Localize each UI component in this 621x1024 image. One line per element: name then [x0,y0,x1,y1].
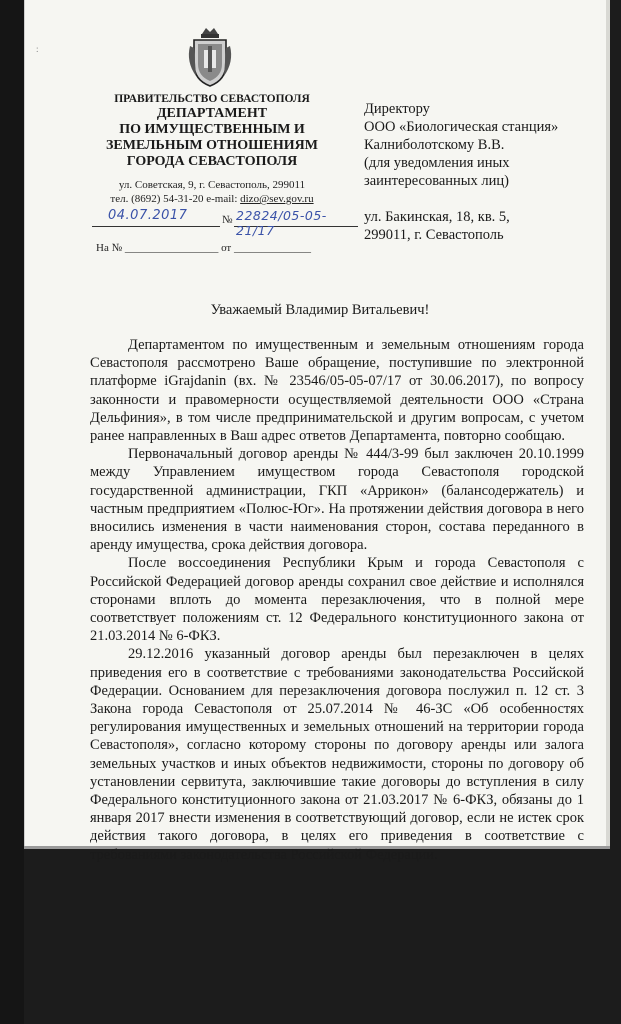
registration-number: 22824/05-05-21/17 [236,208,327,238]
reference-number-label: На № [96,242,123,254]
contacts [96,192,328,206]
department-name-line-4: ГОРОДА СЕВАСТОПОЛЯ [126,154,298,169]
recipient-line: Директору [364,101,430,117]
recipient-line: (для уведомления иных [364,155,510,171]
recipient-line: Калниболотскому В.В. [364,137,505,153]
paper-edge [606,0,610,848]
reference-line [96,242,311,254]
body-paragraph: Департаментом по имущественным и земельным отношениям города Севастополя рассмотрено Ваше обращение, поступившие по электронной платформе iGrajdanin (вх. № 23546/05-05-07/17 от 30.06.2017), по вопросу законности и правомерности осуществляемой деятельности ООО «Страна Дельфиния», в том числе предпринимательской и другим вопросам, с учетом ранее направленных в Ваш адрес ответов Департамента, повторно сообщаю. [90,337,584,445]
body-paragraph: Первоначальный договор аренды № 444/3-99 был заключен 20.10.1999 между Управлением имуществом города Севастополя городской государственной администрации, ГКП «Аррикон» (балансодержатель) и частным предприятием «Полюс-Юг». На протяжении действия договора в него вносились изменения в части наименования сторон, состава переданного в аренду имущества, срока действия договора. [90,446,584,554]
salutation: Уважаемый Владимир Витальевич! [210,302,430,318]
street-address: ул. Советская, 9, г. Севастополь, 299011 [118,179,306,191]
sevastopol-coat-of-arms-icon [186,26,234,88]
recipient-line: ООО «Биологическая станция» [364,119,559,135]
registration-number-field [234,208,358,238]
recipient-address-line: 299011, г. Севастополь [364,227,504,243]
recipient-line: заинтересованных лиц) [364,173,509,189]
department-name-line-2: ПО ИМУЩЕСТВЕННЫМ И [119,122,305,137]
registration-date-field [92,208,220,227]
registration-date: 04.07.2017 [108,208,188,223]
reference-number-blank: _________________ [124,242,219,254]
email-link[interactable]: dizo@sev.gov.ru [240,193,314,205]
scan-border-left [0,0,24,1024]
organization-header [96,92,328,170]
reference-date-blank: ______________ [234,242,311,254]
department-name-line-1: ДЕПАРТАМЕНТ [156,106,268,121]
recipient-gap [364,190,594,208]
margin-mark: : [36,44,39,54]
body-paragraph: 29.12.2016 указанный договор аренды был перезаключен в целях приведения его в соответствие с требованиями законодательства Российской Федерации. Основанием для перезаключения договора послужил п. 12 ст. 3 Закона города Севастополя от 25.07.2014 № 46-ЗС «Об особенностях регулирования имущественных и земельных отношений на территории города Севастополя», согласно которому стороны по договору аренды или залога земельных участков и иных объектов недвижимости, стороны по договору об установлении сервитута, заключившие такие договоры до вступления в силу Федерального конституционного закона от 21.03.2017 № 6-ФКЗ, обязаны до 1 января 2017 внести изменения в соответствующий договор, если не истек срок действия такого договора, в целях его приведения в соответствие с требованиями законодательства Российской Федерации. [90,646,584,863]
body-paragraph: После воссоединения Республики Крым и города Севастополя с Российской Федерацией договор аренды сохранил свое действие и исполнялся сторонами вплоть до момента перезаключения, что в полной мере соответствует положениям ст. 12 Федерального конституционного закона от 21.03.2014 № 6-ФКЗ. [90,555,584,645]
reference-date-label: от [221,242,232,254]
department-name-line-3: ЗЕМЕЛЬНЫМ ОТНОШЕНИЯМ [106,138,318,153]
contacts-phone: тел. (8692) 54-31-20 e-mail: [110,193,241,205]
government-name: ПРАВИТЕЛЬСТВО СЕВАСТОПОЛЯ [114,93,310,105]
registration-number-label: № [222,214,233,226]
organization-address [96,178,328,206]
recipient-address-line: ул. Бакинская, 18, кв. 5, [364,209,510,225]
letter-body [90,336,584,864]
recipient-block [364,100,594,244]
